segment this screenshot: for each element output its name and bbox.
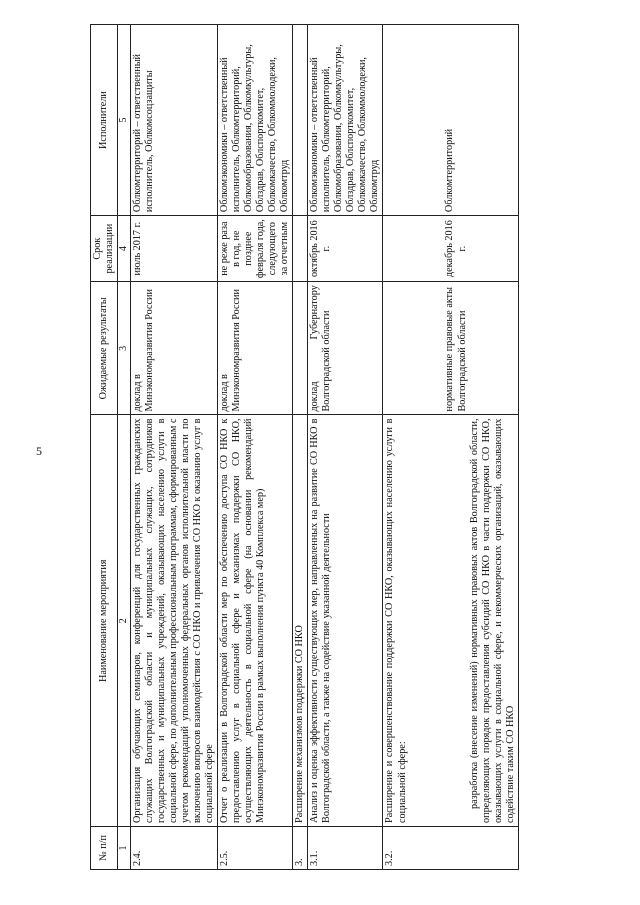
row-term: не реже раза в год, не позднее февраля года, следующего за отчетным: [218, 216, 293, 282]
rotated-table-wrapper: [90, 24, 630, 870]
row-exec: Облкомтерриторий – ответственный исполнитель, Облкомсоцзащиты: [130, 25, 217, 216]
row-result: доклад в Минэкономразвития России: [130, 282, 217, 415]
col-number: 2: [118, 415, 131, 826]
row-result: [293, 282, 308, 415]
table-row: [293, 25, 308, 870]
header-name: Наименование мероприятия: [91, 415, 118, 826]
row-name-sub: разработка (внесение изменений) нормативных правовых актов Волгоградской области, определяющих порядок предоставления субсидий СО НКО в части поддержки СО НКО, оказывающих услуги в социальной сфере, и некоммерческих организаций, оказывающих содействие таким СО НКО: [468, 418, 516, 823]
spacer: [384, 219, 444, 278]
row-name: Расширение и совершенствование поддержки СО НКО, оказывающих населению услуги в социальной сфере:: [384, 418, 408, 823]
row-term: октябрь 2016 г.: [308, 216, 383, 282]
header-term: Срок реализации: [91, 216, 118, 282]
row-name: Расширение механизмов поддержки СО НКО: [293, 415, 308, 826]
row-exec: Облкомэкономики – ответственный исполнитель, Облкомтерриторий, Облкомобразования, Облкомкультуры, Облздрав, Облспорткомитет, Облкомкачество, Облкоммолодежи, Облкомтруд: [308, 25, 383, 216]
row-result-cell: [383, 282, 518, 415]
table-row: [218, 25, 293, 870]
table-header-row: [91, 25, 118, 870]
row-term: июль 2017 г.: [130, 216, 217, 282]
spacer: [409, 419, 469, 823]
table-row: [383, 25, 518, 870]
spacer: [384, 285, 444, 411]
row-num: 3.1.: [308, 826, 383, 869]
row-name: Организация обучающих семинаров, конференций для государственных гражданских служащих Волгоградской области и муниципальных служащих, сотрудников государственных и муниципальных учреждений, оказывающих населению услуги в социальной сфере, по дополнительным профессиональным программам, сформированным с учетом рекомендаций уполномоченных федеральных органов исполнительной власти по включению вопросов взаимодействия с СО НКО и привлечения СО НКО к оказанию услуг в социальной сфере: [130, 415, 217, 826]
row-name: Анализ и оценка эффективности существующих мер, направленных на развитие СО НКО в Волгоградской области, а также на содействие указанной деятельности: [308, 415, 383, 826]
row-exec: Облкомтерриторий: [444, 128, 456, 213]
column-number-row: [118, 25, 131, 870]
row-exec: [293, 25, 308, 216]
row-result: доклад в Минэкономразвития России: [218, 282, 293, 415]
row-result: нормативные правовые акты Волгоградской области: [444, 287, 468, 412]
row-exec-cell: [383, 25, 518, 216]
col-number: 1: [118, 826, 131, 869]
row-num: 3.2.: [383, 826, 518, 869]
row-term-cell: [383, 216, 518, 282]
row-exec: Облкомэкономики – ответственный исполнитель, Облкомтерриторий, Облкомобразования, Облкомкультуры, Облздрав, Облспорткомитет, Облкомкачество, Облкоммолодежи, Облкомтруд: [218, 25, 293, 216]
table-row: [308, 25, 383, 870]
row-result: доклад Губернатору Волгоградской области: [308, 282, 383, 415]
header-result: Ожидаемые результаты: [91, 282, 118, 415]
page-number: 5: [36, 444, 42, 458]
row-name: Отчет о реализации в Волгоградской области мер по обеспечению доступа СО НКО к предоставлению услуг в социальной сфере и механизмах поддержки СО НКО, осуществляющих деятельность в социальной сфере (на основании рекомендаций Минэкономразвития России в рамках выполнения пункта 40 Комплекса мер): [218, 415, 293, 826]
col-number: 3: [118, 282, 131, 415]
row-num: 2.5.: [218, 826, 293, 869]
row-term: декабрь 2016 г.: [444, 220, 468, 278]
row-num: 2.4.: [130, 826, 217, 869]
spacer: [384, 28, 444, 212]
header-num: № п/п: [91, 826, 118, 869]
table-row: [130, 25, 217, 870]
header-exec: Исполнители: [91, 25, 118, 216]
row-term: [293, 216, 308, 282]
col-number: 4: [118, 216, 131, 282]
row-num: 3.: [293, 826, 308, 869]
col-number: 5: [118, 25, 131, 216]
measures-table: [90, 24, 519, 870]
row-name-cell: [383, 415, 518, 826]
